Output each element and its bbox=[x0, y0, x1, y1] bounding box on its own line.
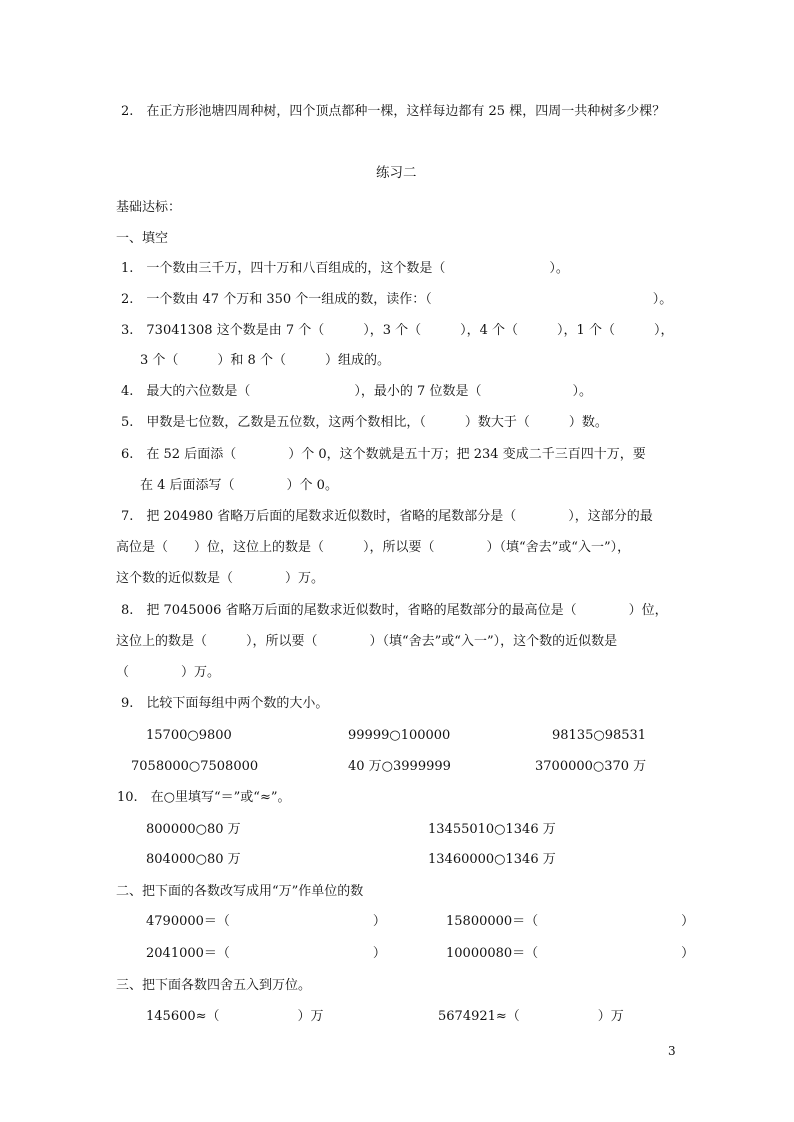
basic-heading: 基础达标： bbox=[116, 200, 182, 215]
question-3-line2: 3 个（ ）和 8 个（ ）组成的。 bbox=[140, 353, 390, 368]
compare-item: 99999○100000 bbox=[348, 728, 451, 743]
rewrite-item: 10000080＝（ ） bbox=[446, 946, 695, 961]
compare-item: 7058000○7508000 bbox=[131, 759, 259, 774]
section-title: 练习二 bbox=[376, 165, 417, 181]
compare-item: 40 万○3999999 bbox=[348, 759, 451, 774]
question-8-line1: 8. 把 7045006 省略万后面的尾数求近似数时，省略的尾数部分的最高位是（ ）位， bbox=[121, 603, 668, 618]
rewrite-item: 4790000＝（ ） bbox=[146, 914, 386, 929]
question-8-line2: 这位上的数是（ ），所以要（ ）（填“舍去”或“入一”），这个数的近似数是 bbox=[116, 634, 618, 649]
compare-item: 98135○98531 bbox=[552, 728, 647, 743]
approx-item: 13455010○1346 万 bbox=[428, 822, 556, 837]
round-item: 145600≈（ ）万 bbox=[146, 1009, 324, 1024]
part3-heading: 三、把下面各数四舍五入到万位。 bbox=[116, 978, 312, 993]
approx-item: 13460000○1346 万 bbox=[428, 852, 556, 867]
question-9: 9. 比较下面每组中两个数的大小。 bbox=[121, 696, 329, 711]
rewrite-item: 15800000＝（ ） bbox=[446, 914, 695, 929]
question-2: 2. 一个数由 47 个万和 350 个一组成的数，读作：（ ）。 bbox=[121, 292, 673, 307]
question-7-line3: 这个数的近似数是（ ）万。 bbox=[116, 571, 325, 586]
compare-item: 15700○9800 bbox=[146, 728, 232, 743]
part2-heading: 二、把下面的各数改写成用“万”作单位的数 bbox=[116, 884, 364, 899]
question-5: 5. 甲数是七位数，乙数是五位数，这两个数相比，（ ）数大于（ ）数。 bbox=[121, 415, 608, 430]
question-8-line3: （ ）万。 bbox=[116, 665, 221, 680]
part1-heading: 一、填空 bbox=[116, 231, 169, 246]
question-1: 1. 一个数由三千万，四十万和八百组成的，这个数是（ ）。 bbox=[121, 261, 569, 276]
question-7-line2: 高位是（ ）位，这位上的数是（ ），所以要（ ）（填“舍去”或“入一”）， bbox=[116, 540, 631, 555]
previous-question-2: 2. 在正方形池塘四周种树，四个顶点都种一棵，这样每边都有 25 棵，四周一共种树多少棵？ bbox=[121, 104, 666, 119]
round-item: 5674921≈（ ）万 bbox=[438, 1009, 624, 1024]
compare-item: 3700000○370 万 bbox=[535, 759, 647, 774]
question-4: 4. 最大的六位数是（ ），最小的 7 位数是（ ）。 bbox=[121, 384, 592, 399]
question-10: 10. 在○里填写“＝”或“≈”。 bbox=[117, 790, 291, 805]
approx-item: 800000○80 万 bbox=[146, 822, 241, 837]
question-7-line1: 7. 把 204980 省略万后面的尾数求近似数时，省略的尾数部分是（ ），这部分的最 bbox=[121, 509, 653, 524]
rewrite-item: 2041000＝（ ） bbox=[146, 946, 386, 961]
question-6-line2: 在 4 后面添写（ ）个 0。 bbox=[140, 478, 338, 493]
question-6-line1: 6. 在 52 后面添（ ）个 0，这个数就是五十万；把 234 变成二千三百四十万，要 bbox=[121, 447, 646, 462]
approx-item: 804000○80 万 bbox=[146, 852, 241, 867]
question-3-line1: 3. 73041308 这个数是由 7 个（ ），3 个（ ），4 个（ ），1 个（ ）， bbox=[121, 323, 674, 338]
page-number: 3 bbox=[668, 1044, 676, 1058]
